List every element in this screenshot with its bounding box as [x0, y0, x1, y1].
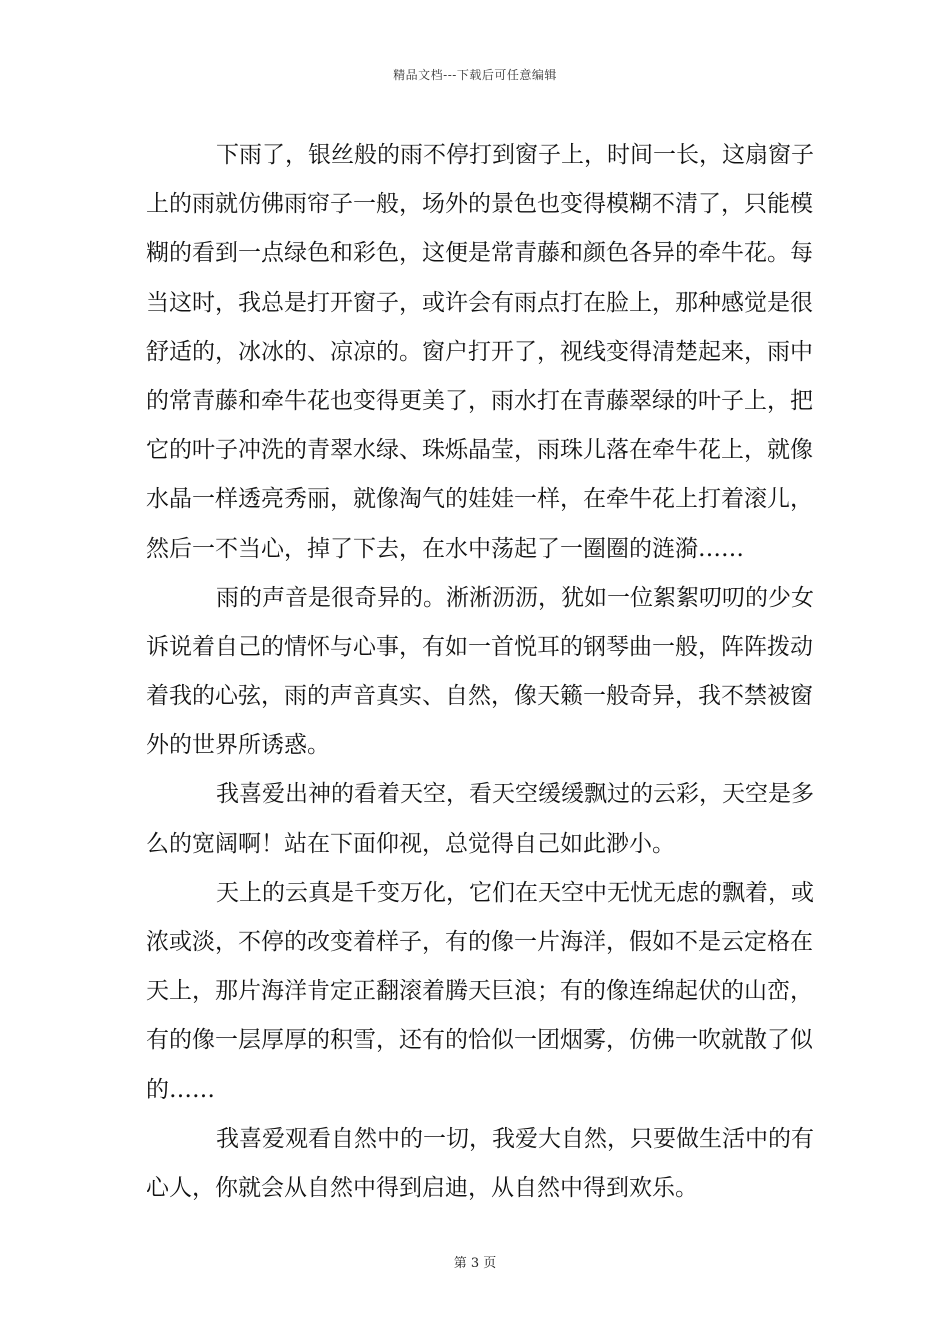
- page-header: 精品文档---下载后可任意编辑: [393, 68, 557, 82]
- page-number: 第 3 页: [453, 1256, 497, 1271]
- paragraph: [146, 131, 814, 574]
- text-line: 糊的看到一点绿色和彩色，这便是常青藤和颜色各异的牵牛花。每: [146, 240, 813, 267]
- text-line: 天上的云真是千变万化，它们在天空中无忧无虑的飘着，或: [216, 879, 814, 906]
- paragraph: [146, 770, 814, 868]
- text-line: 天上，那片海洋肯定正翻滚着腾天巨浪；有的像连绵起伏的山峦，: [146, 978, 813, 1005]
- text-line: 么的宽阔啊！站在下面仰视，总觉得自己如此渺小。: [146, 830, 675, 857]
- paragraph: [146, 869, 814, 1115]
- text-line: 浓或淡，不停的改变着样子，有的像一片海洋，假如不是云定格在: [146, 929, 813, 955]
- document-body: [146, 131, 814, 1213]
- paragraph: [146, 1115, 814, 1213]
- text-line: 上的雨就仿佛雨帘子一般，场外的景色也变得模糊不清了，只能模: [146, 191, 813, 218]
- text-line: 我喜爱出神的看着天空，看天空缓缓飘过的云彩，天空是多: [216, 781, 814, 808]
- text-line: 外的世界所诱惑。: [146, 732, 330, 759]
- text-line: 的……: [146, 1076, 215, 1103]
- text-line: 它的叶子冲洗的青翠水绿、珠烁晶莹，雨珠儿落在牵牛花上，就像: [146, 437, 813, 464]
- text-line: 水晶一样透亮秀丽，就像淘气的娃娃一样，在牵牛花上打着滚儿，: [146, 486, 813, 513]
- text-line: 诉说着自己的情怀与心事，有如一首悦耳的钢琴曲一般，阵阵拨动: [146, 633, 813, 660]
- text-line: 的常青藤和牵牛花也变得更美了，雨水打在青藤翠绿的叶子上，把: [146, 387, 813, 414]
- text-line: 着我的心弦，雨的声音真实、自然，像天籁一般奇异，我不禁被窗: [146, 683, 813, 710]
- text-line: 下雨了，银丝般的雨不停打到窗子上，时间一长，这扇窗子: [216, 142, 814, 168]
- text-line: 舒适的，冰冰的、凉凉的。窗户打开了，视线变得清楚起来，雨中: [146, 338, 813, 365]
- text-line: 有的像一层厚厚的积雪，还有的恰似一团烟雾，仿佛一吹就散了似: [146, 1027, 813, 1054]
- text-line: 然后一不当心，掉了下去，在水中荡起了一圈圈的涟漪……: [146, 535, 744, 562]
- text-line: 心人，你就会从自然中得到启迪，从自然中得到欢乐。: [146, 1174, 698, 1201]
- text-line: 雨的声音是很奇异的。淅淅沥沥，犹如一位絮絮叨叨的少女: [216, 584, 814, 611]
- text-line: 我喜爱观看自然中的一切，我爱大自然，只要做生活中的有: [216, 1125, 814, 1152]
- text-line: 当这时，我总是打开窗子，或许会有雨点打在脸上，那种感觉是很: [146, 289, 813, 316]
- paragraph: [146, 574, 814, 771]
